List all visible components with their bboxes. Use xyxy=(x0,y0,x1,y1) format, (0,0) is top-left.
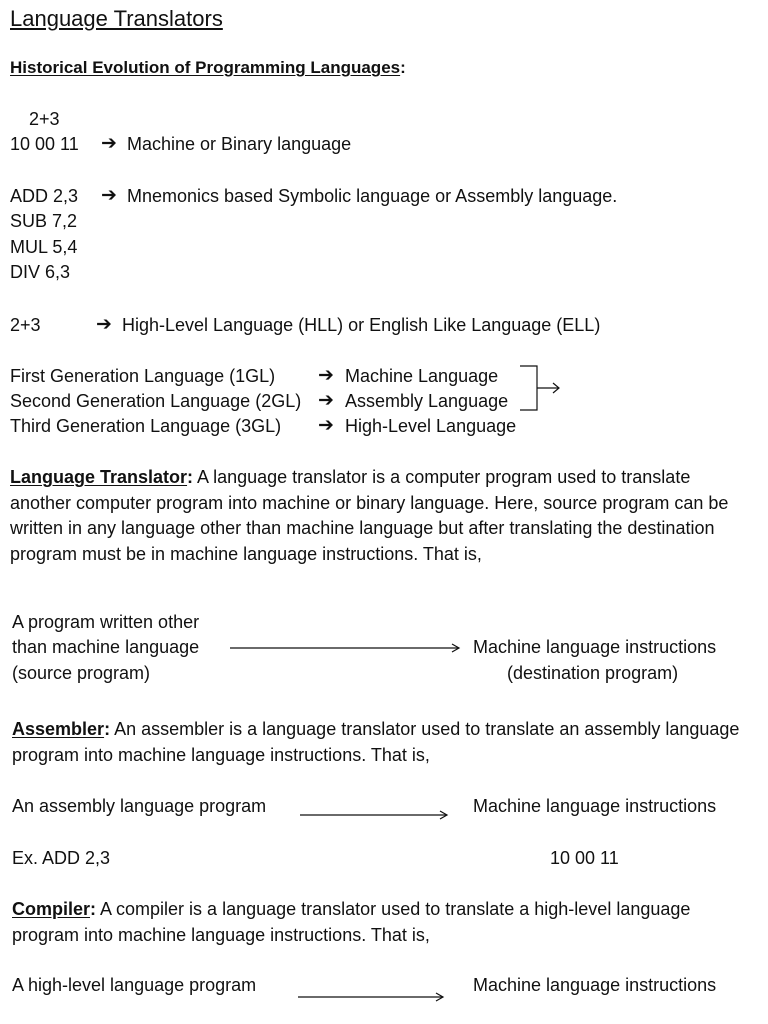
compiler-definition: A compiler is a language translator used to translate a high-level language program into machine language instructions. That is, xyxy=(12,899,691,945)
translator-paragraph xyxy=(10,465,752,567)
arrow-icon: ➔ xyxy=(318,365,334,386)
assembler-example-destination: 10 00 11 xyxy=(550,848,619,868)
compiler-destination: Machine language instructions xyxy=(473,975,717,995)
generation-name: First Generation Language (1GL) xyxy=(10,366,276,386)
source-line: (source program) xyxy=(12,663,151,683)
destination-line: Machine language instructions xyxy=(473,637,717,657)
assembler-definition: An assembler is a language translator used to translate an assembly language program into machine language instructions. That is, xyxy=(12,719,740,765)
asm-line: ADD 2,3 xyxy=(10,186,79,206)
assembler-term: Assembler xyxy=(12,719,105,739)
source-line: A program written other xyxy=(12,612,200,632)
arrow-icon: ➔ xyxy=(101,185,117,206)
assembler-colon: : xyxy=(104,719,111,739)
page-title: Language Translators xyxy=(10,6,223,31)
binary-expression: 2+3 xyxy=(29,109,60,129)
generation-type: High-Level Language xyxy=(345,416,517,436)
compiler-arrow-icon xyxy=(298,990,448,1004)
translator-definition: A language translator is a computer program used to translate another computer program into machine or binary language. Here, source program can be written in any language other than machine language but after translating the destination program must be in machine language instructions. That is, xyxy=(10,467,729,564)
bracket-arrow-icon xyxy=(515,364,565,414)
binary-label: Machine or Binary language xyxy=(127,134,352,154)
asm-line: SUB 7,2 xyxy=(10,211,78,231)
arrow-icon: ➔ xyxy=(96,314,112,335)
source-line: than machine language xyxy=(12,637,200,657)
arrow-icon: ➔ xyxy=(318,415,334,436)
translator-term: Language Translator xyxy=(10,467,188,487)
asm-line: MUL 5,4 xyxy=(10,237,78,257)
translation-arrow-icon xyxy=(230,641,462,655)
history-heading-colon: : xyxy=(400,58,406,77)
assembler-example-source: Ex. ADD 2,3 xyxy=(12,848,111,868)
binary-code: 10 00 11 xyxy=(10,134,79,154)
asm-label: Mnemonics based Symbolic language or Assembly language. xyxy=(127,186,618,206)
compiler-paragraph xyxy=(12,897,752,948)
compiler-source: A high-level language program xyxy=(12,975,257,995)
assembler-source: An assembly language program xyxy=(12,796,267,816)
assembler-paragraph xyxy=(12,717,752,768)
history-heading-text: Historical Evolution of Programming Languages xyxy=(10,58,401,77)
compiler-term: Compiler xyxy=(12,899,91,919)
destination-line: (destination program) xyxy=(507,663,679,683)
hll-label: High-Level Language (HLL) or English Like Language (ELL) xyxy=(122,315,601,335)
generation-type: Assembly Language xyxy=(345,391,509,411)
arrow-icon: ➔ xyxy=(101,133,117,154)
assembler-destination: Machine language instructions xyxy=(473,796,717,816)
compiler-colon: : xyxy=(90,899,97,919)
translator-colon: : xyxy=(187,467,194,487)
generation-type: Machine Language xyxy=(345,366,499,386)
generation-name: Second Generation Language (2GL) xyxy=(10,391,302,411)
arrow-icon: ➔ xyxy=(318,390,334,411)
generation-name: Third Generation Language (3GL) xyxy=(10,416,282,436)
assembler-arrow-icon xyxy=(300,808,450,822)
hll-expression: 2+3 xyxy=(10,315,41,335)
asm-line: DIV 6,3 xyxy=(10,262,71,282)
history-heading xyxy=(10,59,406,76)
